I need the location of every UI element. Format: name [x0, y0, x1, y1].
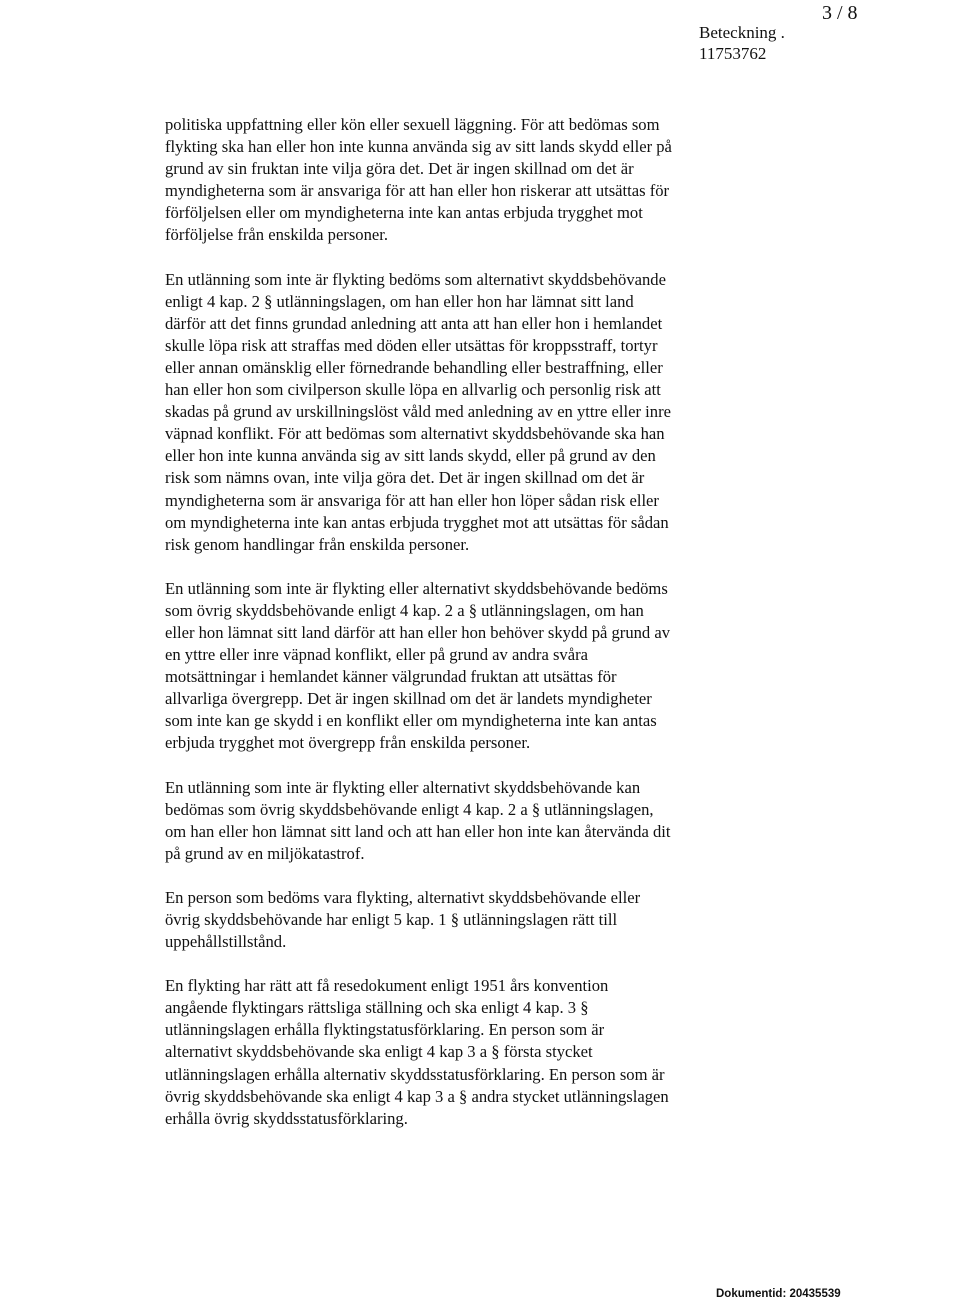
text-line: skulle löpa risk att straffas med döden eller utsättas för kroppsstraff, tortyr: [165, 335, 658, 355]
text-line: eller hon inte kunna använda sig av sitt lands skydd, eller på grund av den: [165, 446, 656, 466]
text-line: bedömas som övrig skyddsbehövande enligt 4 kap. 2 a § utlänningslagen,: [165, 799, 654, 819]
paragraph-subsidiary-protection: [165, 269, 775, 556]
text-line: väpnad konflikt. För att bedömas som alternativt skyddsbehövande ska han: [165, 424, 665, 444]
paragraph-other-protection-conflict: [165, 578, 775, 755]
text-line: utlänningslagen erhålla alternativ skyddsstatusförklaring. En person som är: [165, 1064, 665, 1084]
text-line: allvarliga övergrepp. Det är ingen skillnad om det är landets myndigheter: [165, 689, 652, 709]
document-id: Dokumentid: 20435539: [716, 1288, 841, 1300]
text-line: övrig skyddsbehövande har enligt 5 kap. 1 § utlänningslagen rätt till: [165, 910, 618, 929]
text-line: En utlänning som inte är flykting eller alternativt skyddsbehövande kan: [165, 777, 641, 797]
text-line: enligt 4 kap. 2 § utlänningslagen, om han eller hon har lämnat sitt land: [165, 291, 634, 311]
text-line: En flykting har rätt att få resedokument enligt 1951 års konvention: [165, 976, 609, 996]
text-line: eller hon lämnat sitt land därför att han eller hon behöver skydd på grund av: [165, 622, 671, 642]
text-line: risk genom handlingar från enskilda personer.: [165, 534, 470, 554]
text-line: motsättningar i hemlandet känner välgrundad fruktan att utsättas för: [165, 667, 617, 687]
text-line: En utlänning som inte är flykting bedöms som alternativt skyddsbehövande: [165, 269, 666, 289]
page-number: 3 / 8: [822, 2, 858, 24]
text-line: förföljelsen eller om myndigheterna inte kan antas erbjuda trygghet mot: [165, 203, 643, 223]
paragraph-other-protection-environment: [165, 777, 775, 865]
paragraph-residence-permit: [165, 887, 775, 953]
document-body: [165, 114, 775, 1152]
text-line: om myndigheterna inte kan antas erbjuda trygghet mot att utsättas för sådan: [165, 512, 669, 532]
text-line: utlänningslagen erhålla flyktingstatusförklaring. En person som är: [165, 1020, 605, 1040]
text-line: eller annan omänsklig eller förnedrande behandling eller bestraffning, eller: [165, 357, 663, 377]
text-line: som inte kan ge skydd i en konflikt eller om myndigheterna inte kan antas: [165, 711, 657, 731]
text-line: erhålla övrig skyddsstatusförklaring.: [165, 1108, 408, 1128]
text-line: angående flyktingars rättsliga ställning och ska enligt 4 kap. 3 §: [165, 998, 589, 1018]
text-line: förföljelse från enskilda personer.: [165, 225, 389, 245]
text-line: övrig skyddsbehövande ska enligt 4 kap 3 a § andra stycket utlänningslagen: [165, 1086, 669, 1106]
text-line: myndigheterna som är ansvariga för att han eller hon riskerar att utsättas för: [165, 181, 670, 201]
designation-label: Beteckning .: [699, 23, 785, 42]
text-line: erbjuda trygghet mot övergrepp från enskilda personer.: [165, 733, 531, 753]
text-line: en yttre eller inre väpnad konflikt, eller på grund av andra svåra: [165, 645, 588, 665]
paragraph-refugee-definition: [165, 114, 775, 247]
text-line: flykting ska han eller hon inte kunna använda sig av sitt lands skydd eller på: [165, 137, 672, 157]
text-line: En utlänning som inte är flykting eller alternativt skyddsbehövande bedöms: [165, 578, 668, 598]
text-line: grund av sin fruktan inte vilja göra det. Det är ingen skillnad om det är: [165, 159, 634, 179]
text-line: som övrig skyddsbehövande enligt 4 kap. 2 a § utlänningslagen, om han: [165, 600, 644, 620]
text-line: på grund av en miljökatastrof.: [165, 843, 365, 863]
text-line: om han eller hon lämnat sitt land och att han eller hon inte kan återvända dit: [165, 821, 671, 841]
paragraph-status-declaration: [165, 975, 775, 1130]
text-line: skadas på grund av urskillningslöst våld med anledning av en yttre eller inre: [165, 402, 671, 422]
text-line: politiska uppfattning eller kön eller sexuell läggning. För att bedömas som: [165, 115, 660, 134]
reference-number: 11753762: [699, 44, 767, 63]
document-header: [699, 22, 785, 64]
text-line: han eller hon som civilperson skulle löpa en allvarlig och personlig risk att: [165, 380, 661, 400]
text-line: myndigheterna som är ansvariga för att han eller hon löper sådan risk eller: [165, 490, 659, 510]
text-line: därför att det finns grundad anledning att anta att han eller hon i hemlandet: [165, 313, 663, 333]
text-line: alternativt skyddsbehövande ska enligt 4 kap 3 a § första stycket: [165, 1042, 593, 1062]
text-line: uppehållstillstånd.: [165, 932, 287, 952]
text-line: En person som bedöms vara flykting, alternativt skyddsbehövande eller: [165, 887, 641, 907]
text-line: risk som nämns ovan, inte vilja göra det. Det är ingen skillnad om det är: [165, 468, 645, 488]
